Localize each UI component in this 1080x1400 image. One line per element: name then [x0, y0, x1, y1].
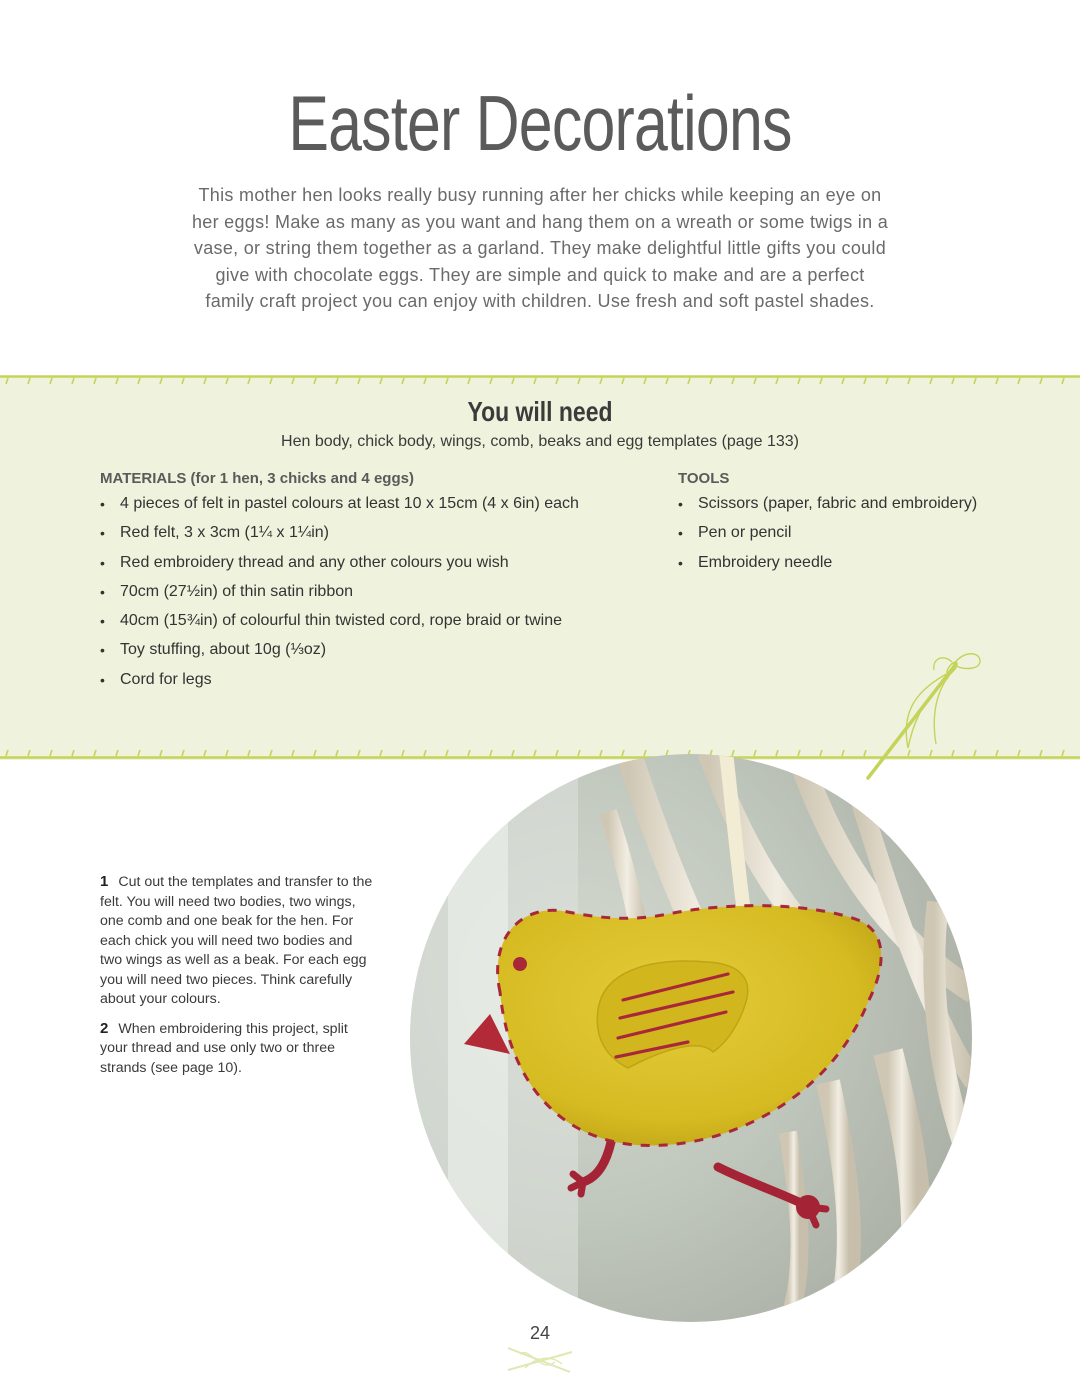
list-item: • Toy stuffing, about 10g (⅓oz)	[100, 640, 579, 669]
needle-thread-ornament-icon	[500, 1344, 580, 1376]
tools-heading: TOOLS	[678, 470, 730, 487]
step-text: Cut out the templates and transfer to the felt. You will need two bodies, two wings, one comb and one beak for the hen. For each chick you will need two bodies and two wings as well as a beak. For each egg you will need two pieces. Think carefully about your colours.	[100, 874, 373, 1007]
templates-note: Hen body, chick body, wings, comb, beaks and egg templates (page 133)	[281, 433, 799, 450]
step-number: 2	[100, 1019, 109, 1037]
list-item: • 70cm (27½in) of thin satin ribbon	[100, 582, 579, 611]
page-number: 24	[529, 1323, 551, 1343]
materials-list	[100, 494, 579, 699]
step-2	[100, 1019, 375, 1079]
page-title: Easter Decorations	[288, 79, 792, 167]
step-1	[100, 872, 375, 1010]
step-text: When embroidering this project, split your thread and use only two or three strands (see page 10).	[100, 1020, 348, 1076]
list-item: • Red felt, 3 x 3cm (1¼ x 1¼in)	[100, 523, 579, 552]
step-number: 1	[100, 873, 109, 890]
list-item: • 4 pieces of felt in pastel colours at least 10 x 15cm (4 x 6in) each	[100, 494, 579, 523]
list-item: • Cord for legs	[100, 670, 579, 699]
tools-list	[678, 494, 977, 582]
intro-paragraph: This mother hen looks really busy running after her chicks while keeping an eye on her eggs! Make as many as you want and hang them on a wreath or some twigs in a vase, or string them together as a garland. They make delightful little gifts you could give with chocolate eggs. They are simple and quick to make and are a perfect family craft project you can enjoy with children. Use fresh and soft pastel shades.	[191, 185, 889, 311]
you-will-need-heading: You will need	[467, 396, 613, 427]
list-item: • 40cm (15¾in) of colourful thin twisted cord, rope braid or twine	[100, 611, 579, 640]
top-stitch-border	[0, 375, 1080, 385]
list-item: • Embroidery needle	[678, 553, 977, 582]
materials-heading: MATERIALS (for 1 hen, 3 chicks and 4 eggs)	[100, 470, 414, 487]
list-item: • Red embroidery thread and any other colours you wish	[100, 553, 579, 582]
felt-chick-photo	[408, 752, 974, 1324]
instructions	[100, 872, 375, 1087]
list-item: • Pen or pencil	[678, 523, 977, 552]
list-item: • Scissors (paper, fabric and embroidery)	[678, 494, 977, 523]
